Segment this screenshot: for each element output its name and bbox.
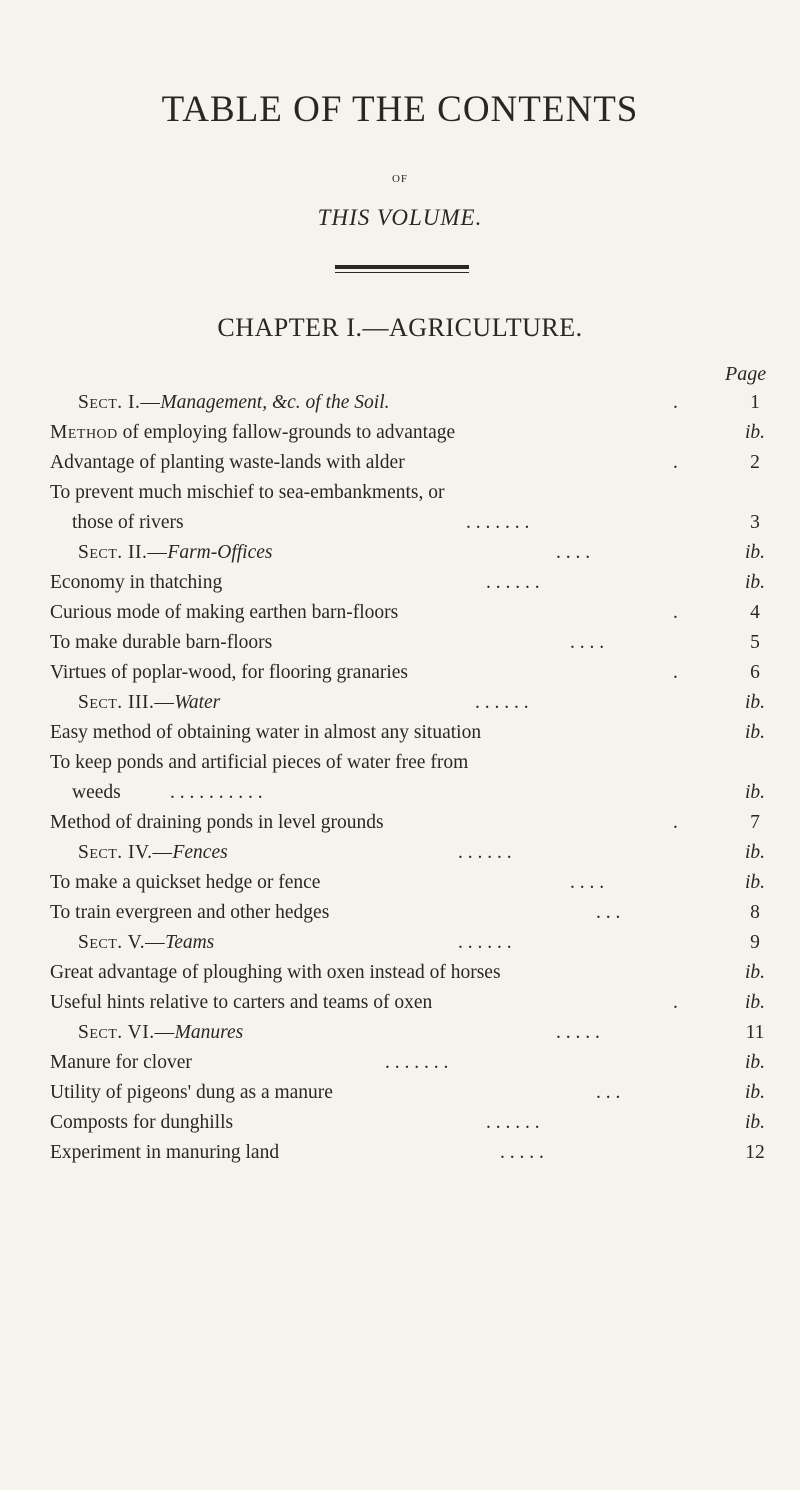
toc-entry xyxy=(50,868,785,898)
toc-entry-page: ib. xyxy=(744,1052,766,1073)
toc-entry xyxy=(50,1108,785,1138)
toc-entry-text: To prevent much mischief to sea-embankments, or xyxy=(50,482,445,503)
toc-entry-text: weeds xyxy=(72,782,121,803)
toc-entry-text: Utility of pigeons' dung as a manure xyxy=(50,1082,333,1103)
toc-entry-section-title: Water xyxy=(174,692,221,713)
toc-entry xyxy=(50,988,785,1018)
toc-entry-page: ib. xyxy=(744,992,766,1013)
toc-entry-page: ib. xyxy=(744,962,766,983)
toc-entry-leaders: . . . . xyxy=(570,872,605,893)
toc-entry-leaders: . xyxy=(673,812,678,833)
toc-entry-page: ib. xyxy=(744,1112,766,1133)
toc-entry-section-label: Sect. IV.— xyxy=(78,842,173,863)
toc-entry-section-label: Sect. II.— xyxy=(78,542,168,563)
toc-entry-section-label: Sect. III.— xyxy=(78,692,175,713)
toc-entry-leaders: . . . . . . . xyxy=(385,1052,449,1073)
toc-entry-section-title: Management, &c. of the Soil. xyxy=(160,392,390,413)
toc-entry-section-title: Farm-Offices xyxy=(167,542,273,563)
toc-entry-text: of employing fallow-grounds to advantage xyxy=(117,422,456,443)
toc-entry-section-title: Manures xyxy=(174,1022,244,1043)
toc-entry-continuation xyxy=(50,778,785,808)
toc-entry-section-title: Fences xyxy=(172,842,228,863)
toc-entry xyxy=(50,658,785,688)
toc-entry-text: To make a quickset hedge or fence xyxy=(50,872,321,893)
toc-entry-text: To train evergreen and other hedges xyxy=(50,902,330,923)
toc-entry-continuation xyxy=(50,508,785,538)
toc-entry-page: 7 xyxy=(750,812,760,833)
toc-entry xyxy=(50,448,785,478)
toc-entry-page: 3 xyxy=(750,512,760,533)
toc-entry-page: ib. xyxy=(744,842,766,863)
toc-entry xyxy=(50,418,785,448)
toc-entry-section-label: Sect. I.— xyxy=(78,392,161,413)
toc-entry-leaders: . xyxy=(673,662,678,683)
toc-entry-page: 9 xyxy=(750,932,760,953)
toc-entry xyxy=(50,1048,785,1078)
title-connector: OF xyxy=(391,173,409,185)
toc-entry xyxy=(50,928,785,958)
toc-entry-text: Experiment in manuring land xyxy=(50,1142,280,1163)
toc-entry xyxy=(50,898,785,928)
toc-entry xyxy=(50,1138,785,1168)
toc-entry-page: 4 xyxy=(750,602,760,623)
toc-entry xyxy=(50,628,785,658)
toc-entry-page: 5 xyxy=(750,632,760,653)
toc-entry-page: ib. xyxy=(744,692,766,713)
toc-entry xyxy=(50,388,785,418)
toc-entry xyxy=(50,568,785,598)
toc-entry-leaders: . xyxy=(673,392,678,413)
toc-entry-lead: Method xyxy=(50,422,118,443)
toc-entry-page: 12 xyxy=(745,1142,765,1163)
toc-entry-text: Virtues of poplar-wood, for flooring granaries xyxy=(50,662,408,683)
toc-entry-page: 11 xyxy=(745,1022,765,1043)
toc-entry xyxy=(50,478,785,508)
toc-entry xyxy=(50,538,785,568)
toc-entry-page: 2 xyxy=(750,452,760,473)
toc-entry-text: To keep ponds and artificial pieces of water free from xyxy=(50,752,469,773)
toc-entry-page: ib. xyxy=(744,1082,766,1103)
toc-entry xyxy=(50,958,785,988)
toc-entry-leaders: . . . . . . xyxy=(475,692,529,713)
toc-entry xyxy=(50,808,785,838)
toc-entry-text: Useful hints relative to carters and teams of oxen xyxy=(50,992,433,1013)
toc-entry-leaders: . . . . xyxy=(570,632,605,653)
toc-entry-text: Manure for clover xyxy=(50,1052,192,1073)
toc-entry-leaders: . . . . . . . . . . xyxy=(170,782,263,803)
toc-entry-text: those of rivers xyxy=(72,512,184,533)
toc-entry xyxy=(50,748,785,778)
page-column-heading: Page xyxy=(725,363,767,385)
toc-entry-leaders: . . . . . . xyxy=(486,572,540,593)
toc-entry-leaders: . . . . . . xyxy=(486,1112,540,1133)
toc-entry-text: Economy in thatching xyxy=(50,572,223,593)
toc-entry-page: ib. xyxy=(744,722,766,743)
page-subtitle: THIS VOLUME. xyxy=(317,205,483,230)
toc-entry-page: 1 xyxy=(750,392,760,413)
toc-entry-page: ib. xyxy=(744,872,766,893)
toc-entry-section-label: Sect. V.— xyxy=(78,932,166,953)
toc-entry-section-label: Sect. VI.— xyxy=(78,1022,175,1043)
toc-entry xyxy=(50,1078,785,1108)
toc-entry-text: Easy method of obtaining water in almost any situation xyxy=(50,722,482,743)
toc-entry-leaders: . . . . xyxy=(556,542,591,563)
toc-entry-text: Method of draining ponds in level grounds xyxy=(50,812,384,833)
toc-entry-leaders: . . . . . xyxy=(556,1022,600,1043)
toc-entry-section-title: Teams xyxy=(165,932,215,953)
toc-entry-text: To make durable barn-floors xyxy=(50,632,273,653)
toc-entry-page: 8 xyxy=(750,902,760,923)
toc-entry-page: ib. xyxy=(744,782,766,803)
toc-entry xyxy=(50,718,785,748)
chapter-heading: CHAPTER I.—AGRICULTURE. xyxy=(217,313,583,342)
toc-entry-leaders: . xyxy=(673,602,678,623)
toc-entry xyxy=(50,838,785,868)
page-title: TABLE OF THE CONTENTS xyxy=(161,89,639,130)
toc-entry-text: Composts for dunghills xyxy=(50,1112,234,1133)
toc-entry xyxy=(50,598,785,628)
toc-entry-leaders: . . . . . xyxy=(500,1142,544,1163)
decorative-rule-thick xyxy=(335,265,469,269)
decorative-rule-thin xyxy=(335,272,469,273)
toc-entry-leaders: . . . . . . . xyxy=(466,512,530,533)
toc-entry xyxy=(50,688,785,718)
toc-entry-leaders: . . . xyxy=(596,902,621,923)
toc-entry-text: Curious mode of making earthen barn-floors xyxy=(50,602,399,623)
toc-entry xyxy=(50,1018,785,1048)
toc-entry-page: 6 xyxy=(750,662,760,683)
toc-entry-page: ib. xyxy=(744,422,766,443)
toc-entry-text: Great advantage of ploughing with oxen instead of horses xyxy=(50,962,501,983)
toc-entry-leaders: . xyxy=(673,452,678,473)
toc-entry-leaders: . . . xyxy=(596,1082,621,1103)
toc-entry-page: ib. xyxy=(744,572,766,593)
toc-entry-leaders: . . . . . . xyxy=(458,842,512,863)
toc-entry-text: Advantage of planting waste-lands with alder xyxy=(50,452,405,473)
toc-entry-leaders: . . . . . . xyxy=(458,932,512,953)
toc-entry-page: ib. xyxy=(744,542,766,563)
toc-entry-leaders: . xyxy=(673,992,678,1013)
